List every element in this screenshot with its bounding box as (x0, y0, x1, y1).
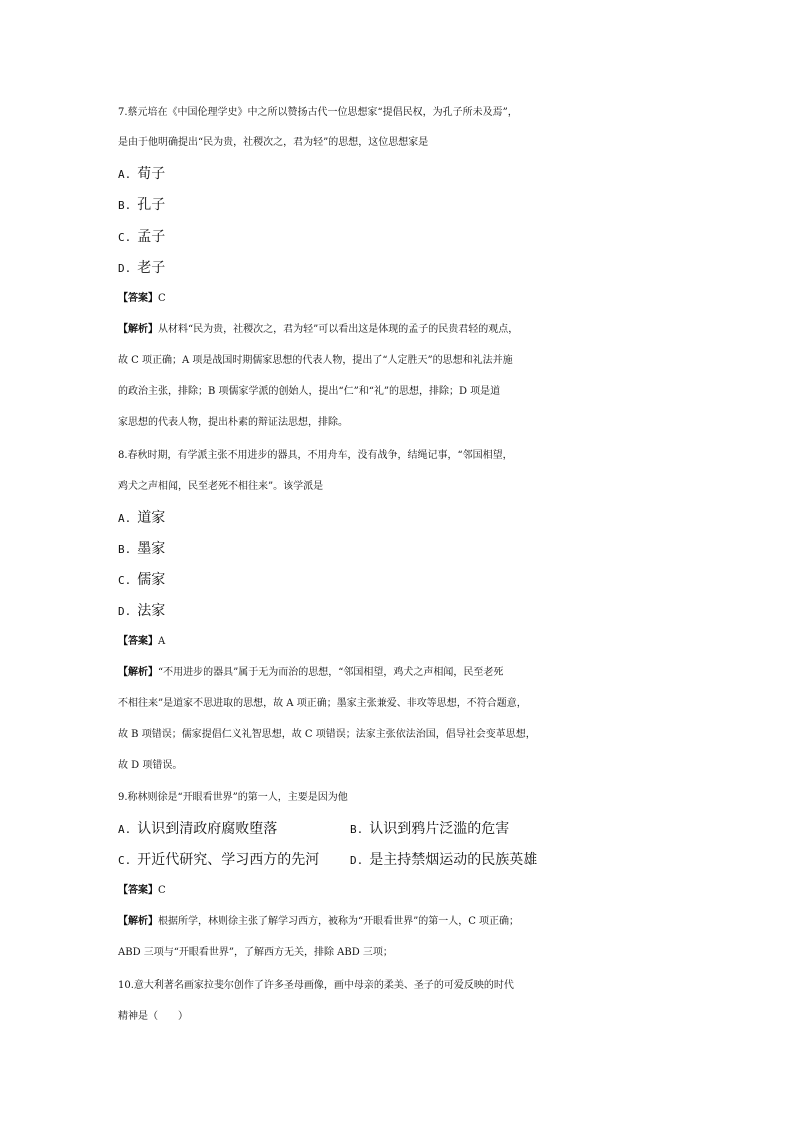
option-text: 孔子 (137, 197, 166, 213)
option-text: 老子 (137, 260, 166, 276)
q7-answer (118, 289, 678, 309)
q9-analysis-line-1 (118, 912, 678, 932)
q7-stem-line-2: 是由于他明确提出“民为贵，社稷次之，君为轻”的思想，这位思想家是 (118, 137, 429, 148)
q8-answer (118, 632, 678, 652)
analysis-text: 从材料“民为贵，社稷次之，君为轻”可以看出这是体现的孟子的民贵君轻的观点， (158, 324, 519, 335)
q7-analysis-line-1 (118, 320, 678, 340)
analysis-tag: 【解析】 (118, 916, 158, 927)
option-text: 儒家 (137, 572, 166, 588)
option-text: 墨家 (137, 541, 166, 557)
q7-option-c (118, 227, 165, 248)
q8-stem-line-1: 8.春秋时期，有学派主张不用进步的器具，不用舟车，没有战争，结绳记事，“邻国相望， (118, 450, 513, 461)
option-text: 开近代研究、学习西方的先河 (137, 852, 320, 868)
option-letter: C. (118, 231, 132, 244)
analysis-text: “不用进步的器具”属于无为而治的思想，“邻国相望，鸡犬之声相闻，民至老死 (158, 667, 504, 678)
q10-stem-line-1: 10.意大利著名画家拉斐尔创作了许多圣母画像，画中母亲的柔美、圣子的可爱反映的时代 (118, 980, 514, 991)
option-letter: B. (118, 543, 132, 556)
analysis-tag: 【解析】 (118, 324, 158, 335)
q8-option-a (118, 508, 165, 529)
q9-answer (118, 881, 678, 901)
q7-option-a (118, 164, 165, 185)
option-text: 孟子 (137, 229, 166, 245)
q8-option-c (118, 570, 165, 591)
option-letter: A. (118, 512, 132, 525)
analysis-text: 根据所学，林则徐主张了解学习西方，被称为“开眼看世界”的第一人，C 项正确； (158, 916, 520, 927)
q9-option-b (350, 819, 509, 840)
q8-option-b (118, 539, 165, 560)
q8-analysis-line-3: 故 B 项错误；儒家提倡仁义礼智思想，故 C 项错误；法家主张依法治国，倡导社会变革思想， (118, 729, 536, 740)
option-text: 道家 (137, 510, 166, 526)
q9-stem-line-1: 9.称林则徐是“开眼看世界”的第一人，主要是因为他 (118, 792, 348, 803)
q8-stem-line-2: 鸡犬之声相闻，民至老死不相往来”。该学派是 (118, 481, 324, 492)
option-text: 认识到清政府腐败堕落 (137, 821, 278, 837)
option-letter: A. (118, 168, 132, 181)
answer-value: C (158, 293, 166, 304)
q8-analysis-line-1 (118, 663, 678, 683)
option-letter: D. (118, 605, 132, 618)
option-text: 认识到鸦片泛滥的危害 (369, 821, 510, 837)
q7-stem-line-1: 7.蔡元培在《中国伦理学史》中之所以赞扬古代一位思想家“提倡民权，为孔子所未及焉”， (118, 107, 518, 118)
option-text: 荀子 (137, 166, 166, 182)
analysis-tag: 【解析】 (118, 667, 158, 678)
q9-option-c (118, 850, 319, 871)
answer-tag: 【答案】 (118, 885, 158, 896)
q9-option-a (118, 819, 277, 840)
q8-analysis-line-4: 故 D 项错误。 (118, 760, 183, 771)
option-letter: C. (118, 854, 132, 867)
option-letter: B. (350, 823, 364, 836)
option-letter: D. (118, 262, 132, 275)
q8-option-d (118, 601, 165, 622)
option-letter: A. (118, 823, 132, 836)
option-letter: B. (118, 199, 132, 212)
q10-stem-line-2: 精神是（ ） (118, 1011, 188, 1022)
answer-tag: 【答案】 (118, 293, 158, 304)
answer-tag: 【答案】 (118, 636, 158, 647)
q7-option-d (118, 258, 165, 279)
option-text: 法家 (137, 603, 166, 619)
q7-analysis-line-4: 家思想的代表人物，提出朴素的辩证法思想，排除。 (118, 417, 348, 428)
answer-value: A (158, 636, 166, 647)
q8-analysis-line-2: 不相往来”是道家不思进取的思想，故 A 项正确；墨家主张兼爱、非攻等思想，不符合题意， (118, 698, 527, 709)
q9-analysis-line-2: ABD 三项与“开眼看世界”，了解西方无关，排除 ABD 三项； (118, 947, 393, 958)
q7-analysis-line-3: 的政治主张，排除；B 项儒家学派的创始人，提出“仁”和“礼”的思想，排除；D 项是道 (118, 386, 501, 397)
q7-option-b (118, 195, 165, 216)
option-letter: C. (118, 574, 132, 587)
q9-option-d (350, 850, 537, 871)
q7-analysis-line-2: 故 C 项正确；A 项是战国时期儒家思想的代表人物，提出了“人定胜天”的思想和礼法并施 (118, 355, 513, 366)
option-text: 是主持禁烟运动的民族英雄 (369, 852, 538, 868)
option-letter: D. (350, 854, 364, 867)
answer-value: C (158, 885, 166, 896)
